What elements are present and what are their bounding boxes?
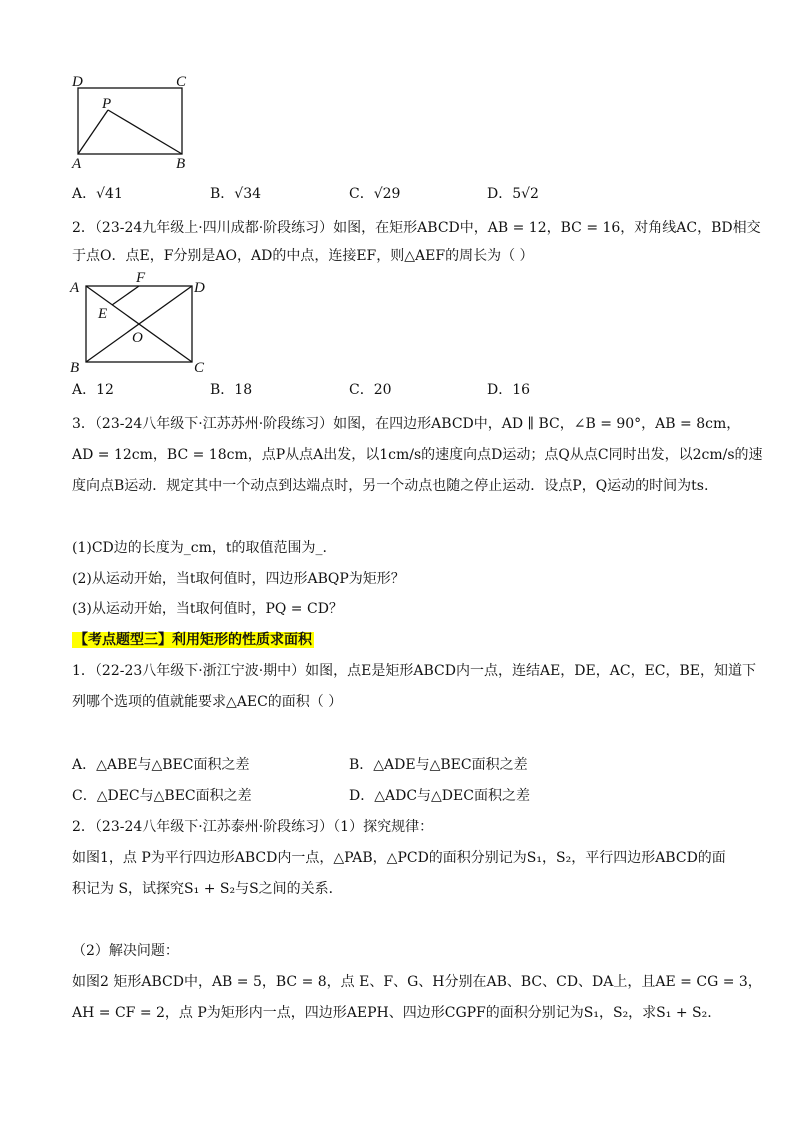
q2-option-d: D．16 [487,382,531,398]
q1-option-c: C．√29 [349,186,401,202]
q2-text-line2: 于点O．点E，F分别是AO，AD的中点，连接EF，则△AEF的周长为（ ） [72,248,534,264]
q1-option-a: A．√41 [72,186,123,202]
figure-rectangle-diagonals [66,268,216,376]
s3q1-option-c: C．△DEC与△BEC面积之差 [72,788,252,804]
label-a: A [72,156,82,172]
figure-rectangle-p [66,72,196,172]
label-d: D [194,280,205,296]
q3-sub2: (2)从运动开始，当t取何值时，四边形ABQP为矩形？ [72,571,405,587]
label-p: P [102,96,112,112]
s3q1-text-line2: 列哪个选项的值就能要求△AEC的面积（ ） [72,694,343,710]
section-heading [72,630,314,650]
q2-text-line1: 2．（23-24九年级上·四川成都·阶段练习）如图，在矩形ABCD中，AB = 12，BC = 16，对角线AC，BD相交 [72,220,761,236]
q3-text-line3: 度向点B运动．规定其中一个动点到达端点时，另一个动点也随之停止运动．设点P，Q运动的时间为ts. [72,478,709,494]
label-a: A [70,280,80,296]
s3q1-option-a: A．△ABE与△BEC面积之差 [72,757,250,773]
s3q2-text-line5: 如图2 矩形ABCD中，AB = 5，BC = 8，点 E、F、G、H分别在AB、BC、CD、DA上，且AE = CG = 3， [72,974,762,990]
s3q1-text-line1: 1．（22-23八年级下·浙江宁波·期中）如图，点E是矩形ABCD内一点，连结AE，DE，AC，EC，BE，知道下 [72,663,757,679]
q3-sub3: (3)从运动开始，当t取何值时，PQ = CD？ [72,601,343,617]
label-c: C [176,74,187,90]
q1-option-d: D．5√2 [487,186,539,202]
q3-text-line2: AD = 12cm，BC = 18cm，点P从点A出发，以1cm/s的速度向点D运动；点Q从点C同时出发，以2cm/s的速 [72,447,763,463]
q2-option-a: A．12 [72,382,114,398]
q1-option-b: B．√34 [210,186,262,202]
s3q2-text-line4: （2）解决问题： [72,943,179,959]
q3-sub1: (1)CD边的长度为_cm，t的取值范围为_. [72,540,327,556]
label-o: O [132,330,143,346]
label-b: B [176,156,186,172]
label-d: D [72,74,83,90]
s3q1-option-b: B．△ADE与△BEC面积之差 [349,757,528,773]
label-b: B [70,360,80,376]
s3q2-text-line2: 如图1，点 P为平行四边形ABCD内一点，△PAB，△PCD的面积分别记为S₁，S₂，平行四边形ABCD的面 [72,850,726,866]
label-c: C [194,360,205,376]
label-f: F [136,270,146,286]
s3q2-text-line6: AH = CF = 2，点 P为矩形内一点，四边形AEPH、四边形CGPF的面积分别记为S₁，S₂，求S₁ + S₂. [72,1005,712,1021]
s3q2-text-line1: 2．（23-24八年级下·江苏泰州·阶段练习）（1）探究规律： [72,819,434,835]
section-heading-text: 【考点题型三】利用矩形的性质求面积 [74,632,312,648]
s3q1-option-d: D．△ADC与△DEC面积之差 [349,788,530,804]
label-e: E [98,306,108,322]
q2-option-c: C．20 [349,382,392,398]
q2-option-b: B．18 [210,382,253,398]
q3-text-line1: 3．（23-24八年级下·江苏苏州·阶段练习）如图，在四边形ABCD中，AD ∥ BC，∠B = 90°，AB = 8cm， [72,416,741,432]
s3q2-text-line3: 积记为 S，试探究S₁ + S₂与S之间的关系． [72,881,343,897]
